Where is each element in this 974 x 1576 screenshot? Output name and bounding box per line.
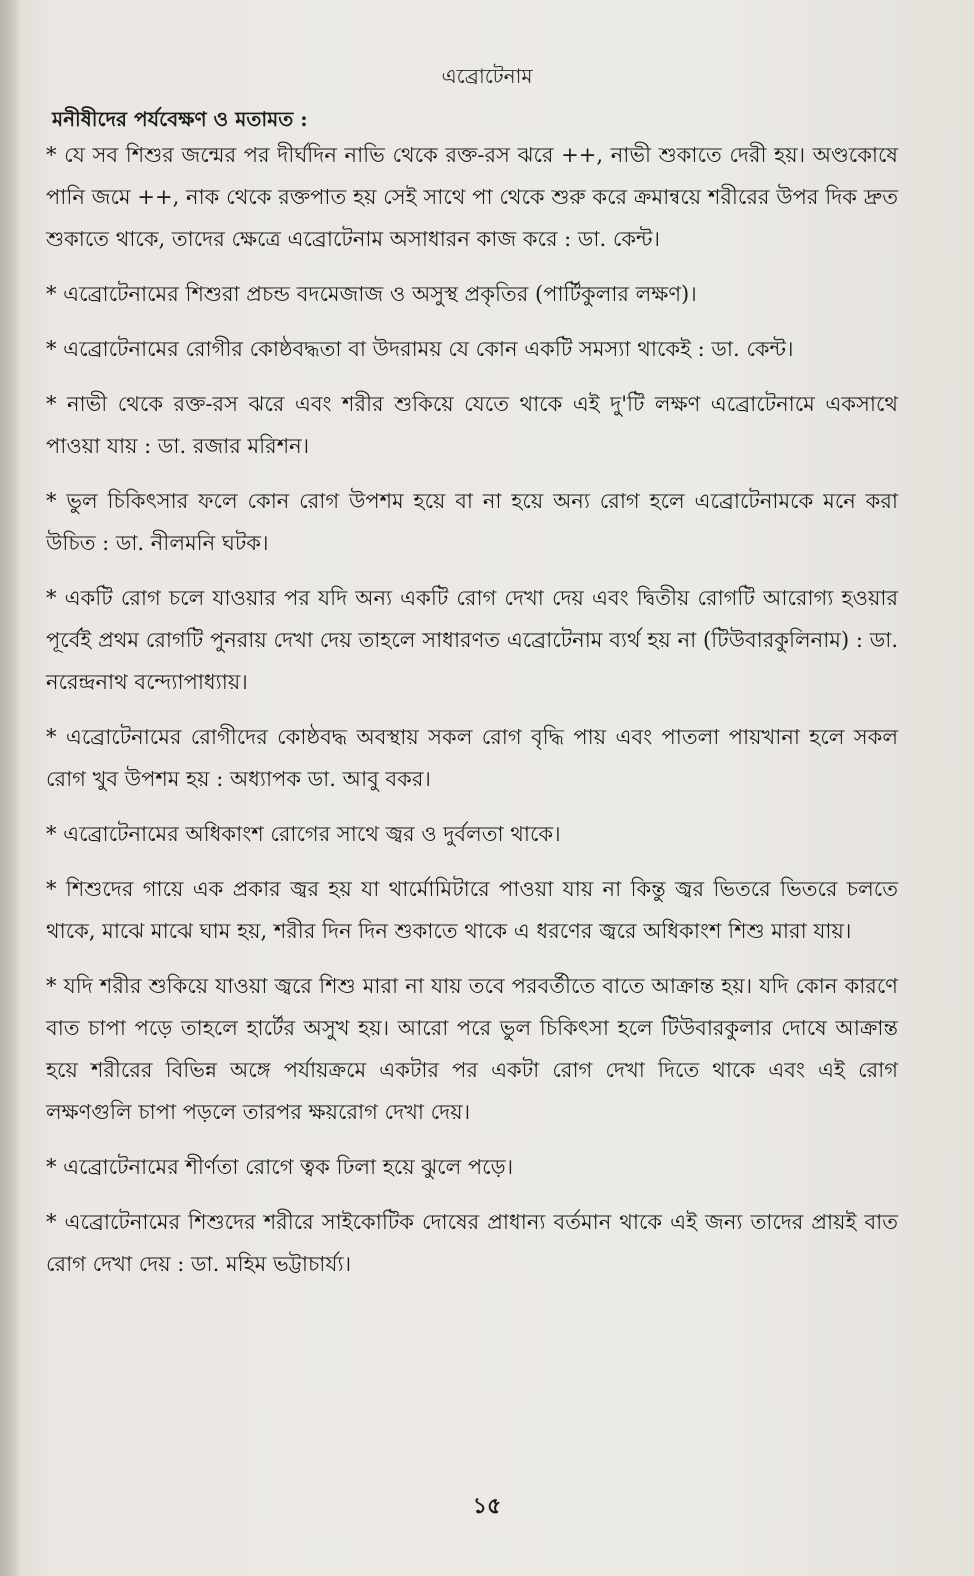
paragraph-7: * এব্রোটেনামের রোগীদের কোষ্ঠবদ্ধ অবস্থায় সকল রোগ বৃদ্ধি পায় এবং পাতলা পায়খানা হলে সকল রোগ খুব উপশম হয় : অধ্যাপক ডা. আবু বকর। — [46, 725, 898, 791]
paragraph-8: * এব্রোটেনামের অধিকাংশ রোগের সাথে জ্বর ও দুর্বলতা থাকে। — [46, 822, 561, 846]
section-heading: মনীষীদের পর্যবেক্ষণ ও মতামত : — [52, 107, 308, 131]
running-header: এব্রোটেনাম — [441, 64, 533, 88]
paragraph-2: * এব্রোটেনামের শিশুরা প্রচন্ড বদমেজাজ ও অসুস্থ প্রকৃতির (পার্টিকুলার লক্ষণ)। — [46, 282, 697, 306]
paragraph-10: * যদি শরীর শুকিয়ে যাওয়া জ্বরে শিশু মারা না যায় তবে পরবর্তীতে বাতে আক্রান্ত হয়। যদি কোন কারণে বাত চাপা পড়ে তাহলে হার্টের অসুখ হয়। আরো পরে ভুল চিকিৎসা হলে টিউবারকুলার দোষে আক্রান্ত হয়ে শরীরের বিভিন্ন অঙ্গে পর্যায়ক্রমে একটার পর একটা রোগ দেখা দিতে থাকে এবং এই রোগ লক্ষণগুলি চাপা পড়লে তারপর ক্ষয়রোগ দেখা দেয়। — [46, 974, 898, 1124]
paragraph-4: * নাভী থেকে রক্ত-রস ঝরে এবং শরীর শুকিয়ে যেতে থাকে এই দু'টি লক্ষণ এব্রোটেনামে একসাথে পাওয়া যায় : ডা. রজার মরিশন। — [46, 392, 898, 458]
paragraph-12: * এব্রোটেনামের শিশুদের শরীরে সাইকোটিক দোষের প্রাধান্য বর্তমান থাকে এই জন্য তাদের প্রায়ই বাত রোগ দেখা দেয় : ডা. মহিম ভট্টাচার্য্য। — [46, 1210, 898, 1276]
paragraph-6: * একটি রোগ চলে যাওয়ার পর যদি অন্য একটি রোগ দেখা দেয় এবং দ্বিতীয় রোগটি আরোগ্য হওয়ার পূর্বেই প্রথম রোগটি পুনরায় দেখা দেয় তাহলে সাধারণত এব্রোটেনাম ব্যর্থ হয় না (টিউবারকুলিনাম) : ডা. নরেন্দ্রনাথ বন্দ্যোপাধ্যায়। — [46, 586, 898, 694]
page-content — [46, 104, 898, 1298]
page-gutter-shadow — [0, 0, 20, 1576]
paragraph-3: * এব্রোটেনামের রোগীর কোষ্ঠবদ্ধতা বা উদরাময় যে কোন একটি সমস্যা থাকেই : ডা. কেন্ট। — [46, 337, 794, 361]
paragraph-11: * এব্রোটেনামের শীর্ণতা রোগে ত্বক ঢিলা হয়ে ঝুলে পড়ে। — [46, 1155, 514, 1179]
paragraph-9: * শিশুদের গায়ে এক প্রকার জ্বর হয় যা থার্মোমিটারে পাওয়া যায় না কিন্তু জ্বর ভিতরে ভিতরে চলতে থাকে, মাঝে মাঝে ঘাম হয়, শরীর দিন দিন শুকাতে থাকে এ ধরণের জ্বরে অধিকাংশ শিশু মারা যায়। — [46, 877, 898, 943]
page-number: ১৫ — [472, 1493, 502, 1519]
paragraph-5: * ভুল চিকিৎসার ফলে কোন রোগ উপশম হয়ে বা না হয়ে অন্য রোগ হলে এব্রোটেনামকে মনে করা উচিত : ডা. নীলমনি ঘটক। — [46, 489, 898, 555]
paragraph-1: * যে সব শিশুর জন্মের পর দীর্ঘদিন নাভি থেকে রক্ত-রস ঝরে ++, নাভী শুকাতে দেরী হয়। অণ্ডকোষে পানি জমে ++, নাক থেকে রক্তপাত হয় সেই সাথে পা থেকে শুরু করে ক্রমান্বয়ে শরীরের উপর দিক দ্রুত শুকাতে থাকে, তাদের ক্ষেত্রে এব্রোটেনাম অসাধারন কাজ করে : ডা. কেন্ট। — [46, 143, 898, 251]
